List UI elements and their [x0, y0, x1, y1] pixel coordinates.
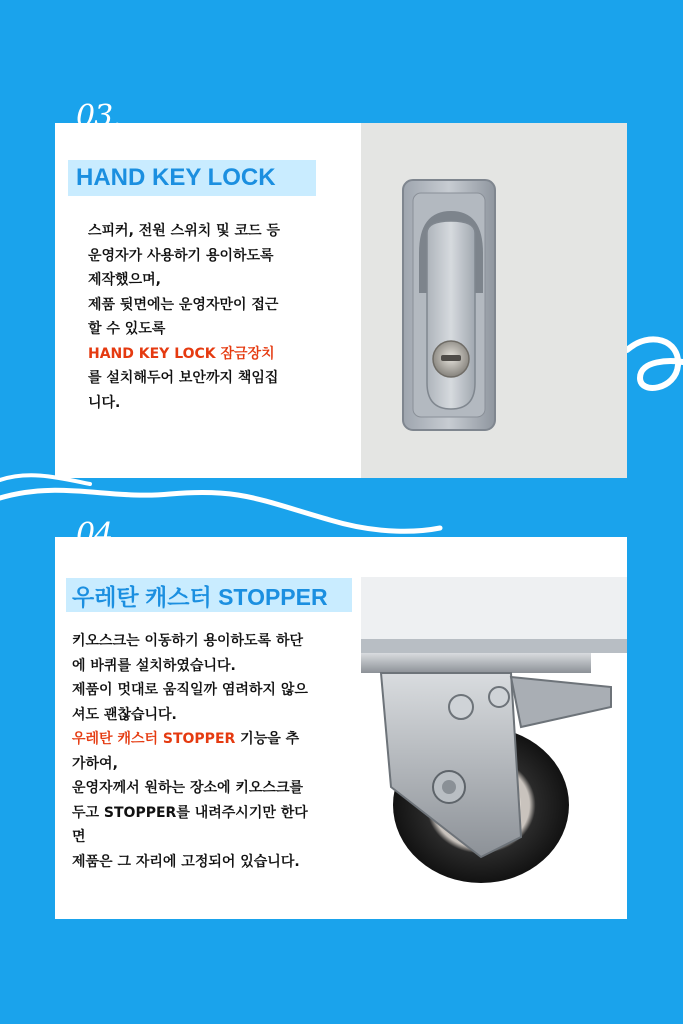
section-number: 04. — [76, 517, 121, 552]
hand-key-lock-photo — [361, 123, 627, 478]
description-line: 니다. — [88, 394, 121, 411]
description-line: 제작했으며, — [88, 272, 161, 288]
description-line: 를 설치해두어 보안까지 책임집 — [88, 370, 279, 386]
description-line: 제품이 멋대로 움직일까 염려하지 않으 — [72, 682, 308, 698]
description-line-highlight: HAND KEY LOCK 잠금장치 — [88, 345, 275, 362]
description-highlight: 우레탄 캐스터 STOPPER — [72, 731, 236, 747]
description-line: 스피커, 전원 스위치 및 코드 등 — [88, 223, 280, 239]
description-line: 키오스크는 이동하기 용이하도록 하단 — [72, 633, 304, 649]
section-title-text: 우레탄 캐스터 STOPPER — [72, 583, 328, 610]
description-line: 제품 뒷면에는 운영자만이 접근 — [88, 296, 279, 313]
description-line: 운영자께서 원하는 장소에 키오스크를 — [72, 780, 304, 796]
description-line — [72, 727, 342, 752]
description-line: 제품은 그 자리에 고정되어 있습니다. — [72, 853, 300, 870]
description-rest: 기능을 추 — [235, 731, 300, 747]
description-line: 에 바퀴를 설치하였습니다. — [72, 657, 236, 674]
description-line: 면 — [72, 829, 86, 845]
description-line: 셔도 괜찮습니다. — [72, 706, 177, 723]
section-description — [72, 629, 342, 874]
section-title-text: HAND KEY LOCK — [76, 164, 276, 191]
section-description — [88, 219, 328, 415]
section-number: 03. — [76, 99, 121, 134]
description-line: 가하여, — [72, 755, 118, 772]
description-line: 할 수 있도록 — [88, 321, 166, 337]
description-line: 운영자가 사용하기 용이하도록 — [88, 247, 274, 264]
section-title — [68, 160, 316, 196]
section-title — [66, 578, 352, 612]
description-line: 두고 STOPPER를 내려주시기만 한다 — [72, 804, 308, 821]
caster-wheel-photo — [361, 577, 627, 919]
